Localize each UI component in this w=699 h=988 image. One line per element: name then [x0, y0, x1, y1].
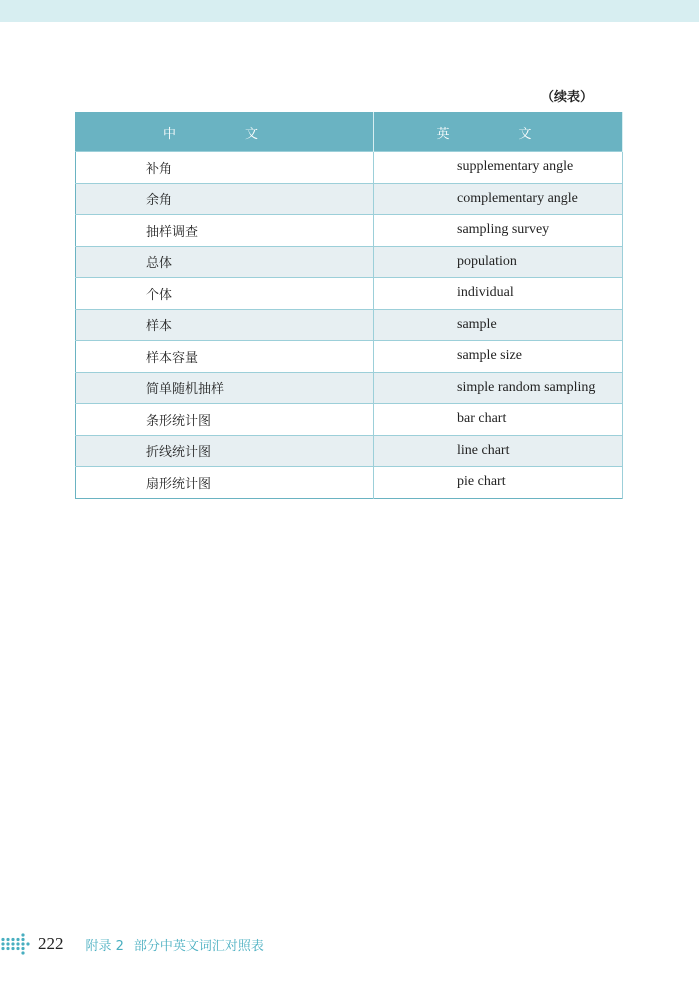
dots-decoration-icon	[0, 931, 32, 957]
cell-chinese: 简单随机抽样	[76, 372, 374, 404]
cell-chinese: 补角	[76, 152, 374, 184]
cell-english: pie chart	[374, 467, 623, 499]
appendix-label: 附录 2	[85, 938, 124, 954]
cell-english: simple random sampling	[374, 372, 623, 404]
cell-chinese: 折线统计图	[76, 435, 374, 467]
cell-chinese: 条形统计图	[76, 404, 374, 436]
table-row	[76, 372, 623, 404]
cell-chinese: 抽样调查	[76, 215, 374, 247]
cell-english: population	[374, 246, 623, 278]
top-band	[0, 0, 699, 22]
cell-chinese: 扇形统计图	[76, 467, 374, 499]
table-row	[76, 341, 623, 373]
vocabulary-table	[75, 112, 623, 499]
cell-english: sample size	[374, 341, 623, 373]
page-footer	[0, 930, 264, 958]
cell-chinese: 余角	[76, 183, 374, 215]
table-row	[76, 404, 623, 436]
cell-english: line chart	[374, 435, 623, 467]
header-chinese: 中 文	[76, 113, 374, 152]
cell-chinese: 总体	[76, 246, 374, 278]
cell-english: bar chart	[374, 404, 623, 436]
table-row	[76, 309, 623, 341]
table-row	[76, 246, 623, 278]
appendix-title: 部分中英文词汇对照表	[133, 938, 264, 954]
header-english: 英 文	[374, 113, 623, 152]
cell-chinese: 样本	[76, 309, 374, 341]
table-row	[76, 215, 623, 247]
cell-english: supplementary angle	[374, 152, 623, 184]
cell-chinese: 样本容量	[76, 341, 374, 373]
cell-english: individual	[374, 278, 623, 310]
table-row	[76, 152, 623, 184]
cell-chinese: 个体	[76, 278, 374, 310]
footer-title	[86, 935, 264, 954]
table-row	[76, 467, 623, 499]
cell-english: sampling survey	[374, 215, 623, 247]
cell-english: complementary angle	[374, 183, 623, 215]
table-row	[76, 435, 623, 467]
table-row	[76, 278, 623, 310]
table-row	[76, 183, 623, 215]
cell-english: sample	[374, 309, 623, 341]
page-number: 222	[38, 934, 64, 953]
continued-label: （续表）	[540, 90, 593, 105]
table-header	[76, 113, 623, 152]
